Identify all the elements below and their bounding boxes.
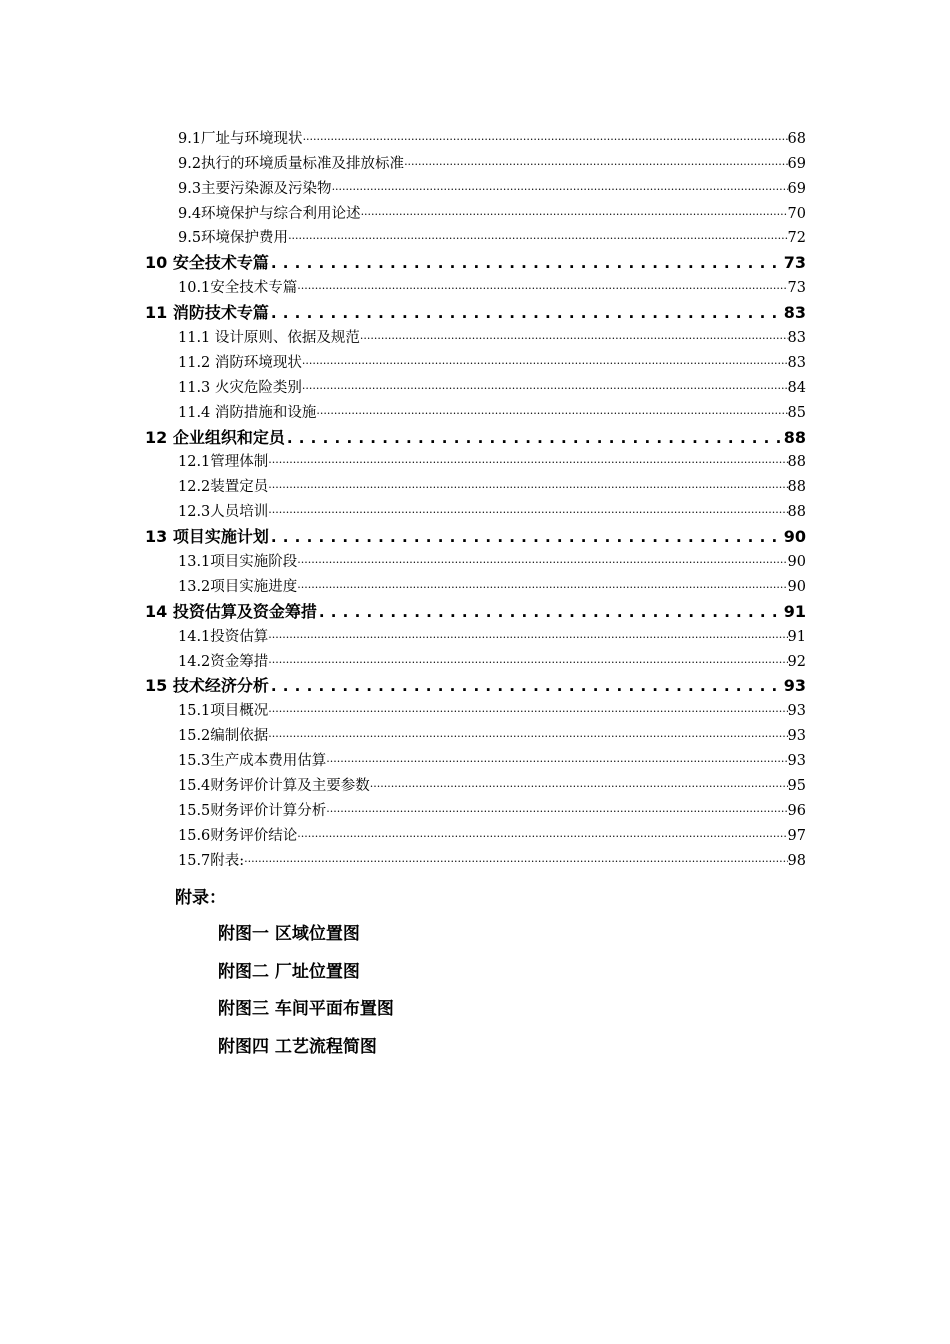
toc-dot-leader <box>244 851 787 871</box>
toc-entry-page-number: 73 <box>787 280 806 297</box>
toc-entry-title: 9.4环境保护与综合利用论述 <box>178 205 361 222</box>
toc-chapter-entry[interactable] <box>145 672 806 697</box>
toc-dot-leader <box>326 801 787 821</box>
toc-dot-leader <box>288 228 787 248</box>
toc-entry-title: 13.1项目实施阶段 <box>178 554 298 571</box>
toc-entry-title: 15 技术经济分析 <box>145 676 269 696</box>
toc-entry-title: 15.3生产成本费用估算 <box>178 753 327 770</box>
toc-dot-leader <box>326 751 787 771</box>
toc-section-entry[interactable] <box>178 771 806 796</box>
toc-entry-title: 15.5财务评价计算分析 <box>178 802 327 819</box>
toc-section-entry[interactable] <box>178 174 806 199</box>
toc-dot-leader <box>268 502 787 522</box>
toc-dot-leader <box>370 776 788 796</box>
toc-dot-leader <box>268 452 787 472</box>
toc-entry-title: 9.2执行的环境质量标准及排放标准 <box>178 155 405 172</box>
appendix-heading: 附录： <box>175 888 226 908</box>
toc-entry-page-number: 69 <box>787 180 806 197</box>
toc-dot-leader <box>269 676 784 696</box>
toc-chapter-entry[interactable] <box>145 522 806 547</box>
toc-entry-title: 9.3主要污染源及污染物 <box>178 180 332 197</box>
toc-entry-page-number: 91 <box>783 601 806 621</box>
toc-section-entry[interactable] <box>178 846 806 871</box>
toc-entry-title: 15.2编制依据 <box>178 728 269 745</box>
toc-entry-page-number: 83 <box>783 303 806 323</box>
appendix-item-4[interactable]: 附图四 工艺流程简图 <box>218 1036 377 1057</box>
toc-entry-page-number: 92 <box>787 653 806 670</box>
toc-section-entry[interactable] <box>178 348 806 373</box>
toc-entry-title: 15.7附表: <box>178 852 245 869</box>
toc-entry-page-number: 98 <box>787 852 806 869</box>
toc-section-entry[interactable] <box>178 572 806 597</box>
toc-dot-leader <box>269 303 784 323</box>
toc-entry-page-number: 70 <box>787 205 806 222</box>
toc-entry-title: 11 消防技术专篇 <box>145 303 269 323</box>
toc-section-entry[interactable] <box>178 821 806 846</box>
toc-dot-leader <box>268 701 787 721</box>
table-of-contents <box>0 124 950 871</box>
toc-section-entry[interactable] <box>178 696 806 721</box>
toc-entry-title: 14.2资金筹措 <box>178 653 269 670</box>
toc-entry-title: 12.1管理体制 <box>178 454 269 471</box>
toc-dot-leader <box>361 204 788 224</box>
toc-entry-title: 12.2装置定员 <box>178 479 269 496</box>
toc-entry-title: 14.1投资估算 <box>178 628 269 645</box>
toc-dot-leader <box>268 627 787 647</box>
toc-section-entry[interactable] <box>178 497 806 522</box>
toc-section-entry[interactable] <box>178 224 806 249</box>
toc-entry-page-number: 90 <box>783 527 806 547</box>
toc-dot-leader <box>317 602 784 622</box>
toc-entry-page-number: 69 <box>787 155 806 172</box>
toc-section-entry[interactable] <box>178 622 806 647</box>
toc-entry-page-number: 73 <box>783 253 806 273</box>
toc-entry-page-number: 90 <box>787 554 806 571</box>
toc-entry-title: 10.1安全技术专篇 <box>178 280 298 297</box>
toc-dot-leader <box>268 726 787 746</box>
toc-entry-page-number: 97 <box>787 827 806 844</box>
toc-entry-title: 13.2项目实施进度 <box>178 578 298 595</box>
toc-entry-title: 9.1厂址与环境现状 <box>178 130 303 147</box>
toc-section-entry[interactable] <box>178 323 806 348</box>
toc-dot-leader <box>303 129 788 149</box>
appendix-item-2[interactable]: 附图二 厂址位置图 <box>218 961 360 982</box>
toc-section-entry[interactable] <box>178 746 806 771</box>
toc-section-entry[interactable] <box>178 199 806 224</box>
toc-entry-page-number: 88 <box>787 479 806 496</box>
toc-section-entry[interactable] <box>178 721 806 746</box>
toc-entry-title: 15.4财务评价计算及主要参数 <box>178 778 370 795</box>
toc-entry-title: 11.4 消防措施和设施 <box>178 404 317 421</box>
toc-entry-page-number: 90 <box>787 578 806 595</box>
toc-dot-leader <box>302 353 788 373</box>
toc-entry-page-number: 72 <box>787 230 806 247</box>
appendix-item-3[interactable]: 附图三 车间平面布置图 <box>218 999 394 1019</box>
toc-dot-leader <box>404 154 787 174</box>
toc-entry-page-number: 68 <box>787 130 806 147</box>
toc-dot-leader <box>360 328 788 348</box>
toc-dot-leader <box>302 378 788 398</box>
toc-entry-page-number: 88 <box>783 427 806 447</box>
toc-section-entry[interactable] <box>178 124 806 149</box>
toc-dot-leader <box>269 527 784 547</box>
toc-entry-title: 15.1项目概况 <box>178 703 269 720</box>
toc-chapter-entry[interactable] <box>145 597 806 622</box>
toc-dot-leader <box>332 179 788 199</box>
toc-entry-page-number: 96 <box>787 802 806 819</box>
toc-section-entry[interactable] <box>178 149 806 174</box>
toc-section-entry[interactable] <box>178 547 806 572</box>
toc-dot-leader <box>269 253 784 273</box>
toc-section-entry[interactable] <box>178 273 806 298</box>
toc-section-entry[interactable] <box>178 398 806 423</box>
toc-entry-page-number: 93 <box>787 703 806 720</box>
toc-section-entry[interactable] <box>178 448 806 473</box>
toc-entry-title: 9.5环境保护费用 <box>178 230 289 247</box>
toc-entry-title: 13 项目实施计划 <box>145 527 269 547</box>
toc-entry-title: 14 投资估算及资金筹措 <box>145 601 317 621</box>
appendix-item-1[interactable]: 附图一 区域位置图 <box>218 924 360 944</box>
toc-dot-leader <box>297 552 787 572</box>
toc-section-entry[interactable] <box>178 796 806 821</box>
toc-entry-page-number: 93 <box>787 728 806 745</box>
toc-entry-title: 11.3 火灾危险类别 <box>178 379 302 396</box>
toc-chapter-entry[interactable] <box>145 298 806 323</box>
toc-entry-page-number: 93 <box>787 753 806 770</box>
toc-dot-leader <box>285 428 784 448</box>
toc-section-entry[interactable] <box>178 647 806 672</box>
toc-entry-page-number: 88 <box>787 504 806 521</box>
toc-dot-leader <box>297 278 787 298</box>
toc-entry-page-number: 83 <box>787 330 806 347</box>
toc-entry-page-number: 85 <box>787 404 806 421</box>
toc-entry-title: 10 安全技术专篇 <box>145 253 269 273</box>
toc-entry-title: 11.2 消防环境现状 <box>178 354 302 371</box>
toc-entry-page-number: 84 <box>787 379 806 396</box>
toc-chapter-entry[interactable] <box>145 248 806 273</box>
toc-entry-title: 11.1 设计原则、依据及规范 <box>178 330 360 347</box>
toc-dot-leader <box>316 403 787 423</box>
toc-entry-page-number: 88 <box>787 454 806 471</box>
toc-entry-title: 15.6财务评价结论 <box>178 827 298 844</box>
toc-entry-page-number: 91 <box>787 628 806 645</box>
toc-dot-leader <box>268 652 787 672</box>
toc-dot-leader <box>297 577 787 597</box>
toc-entry-page-number: 83 <box>787 354 806 371</box>
toc-entry-title: 12 企业组织和定员 <box>145 427 285 447</box>
toc-chapter-entry[interactable] <box>145 423 806 448</box>
toc-section-entry[interactable] <box>178 472 806 497</box>
toc-entry-page-number: 95 <box>787 778 806 795</box>
toc-dot-leader <box>268 477 787 497</box>
toc-dot-leader <box>297 826 787 846</box>
toc-entry-title: 12.3人员培训 <box>178 504 269 521</box>
appendix-section <box>0 880 950 1066</box>
toc-entry-page-number: 93 <box>783 676 806 696</box>
toc-section-entry[interactable] <box>178 373 806 398</box>
